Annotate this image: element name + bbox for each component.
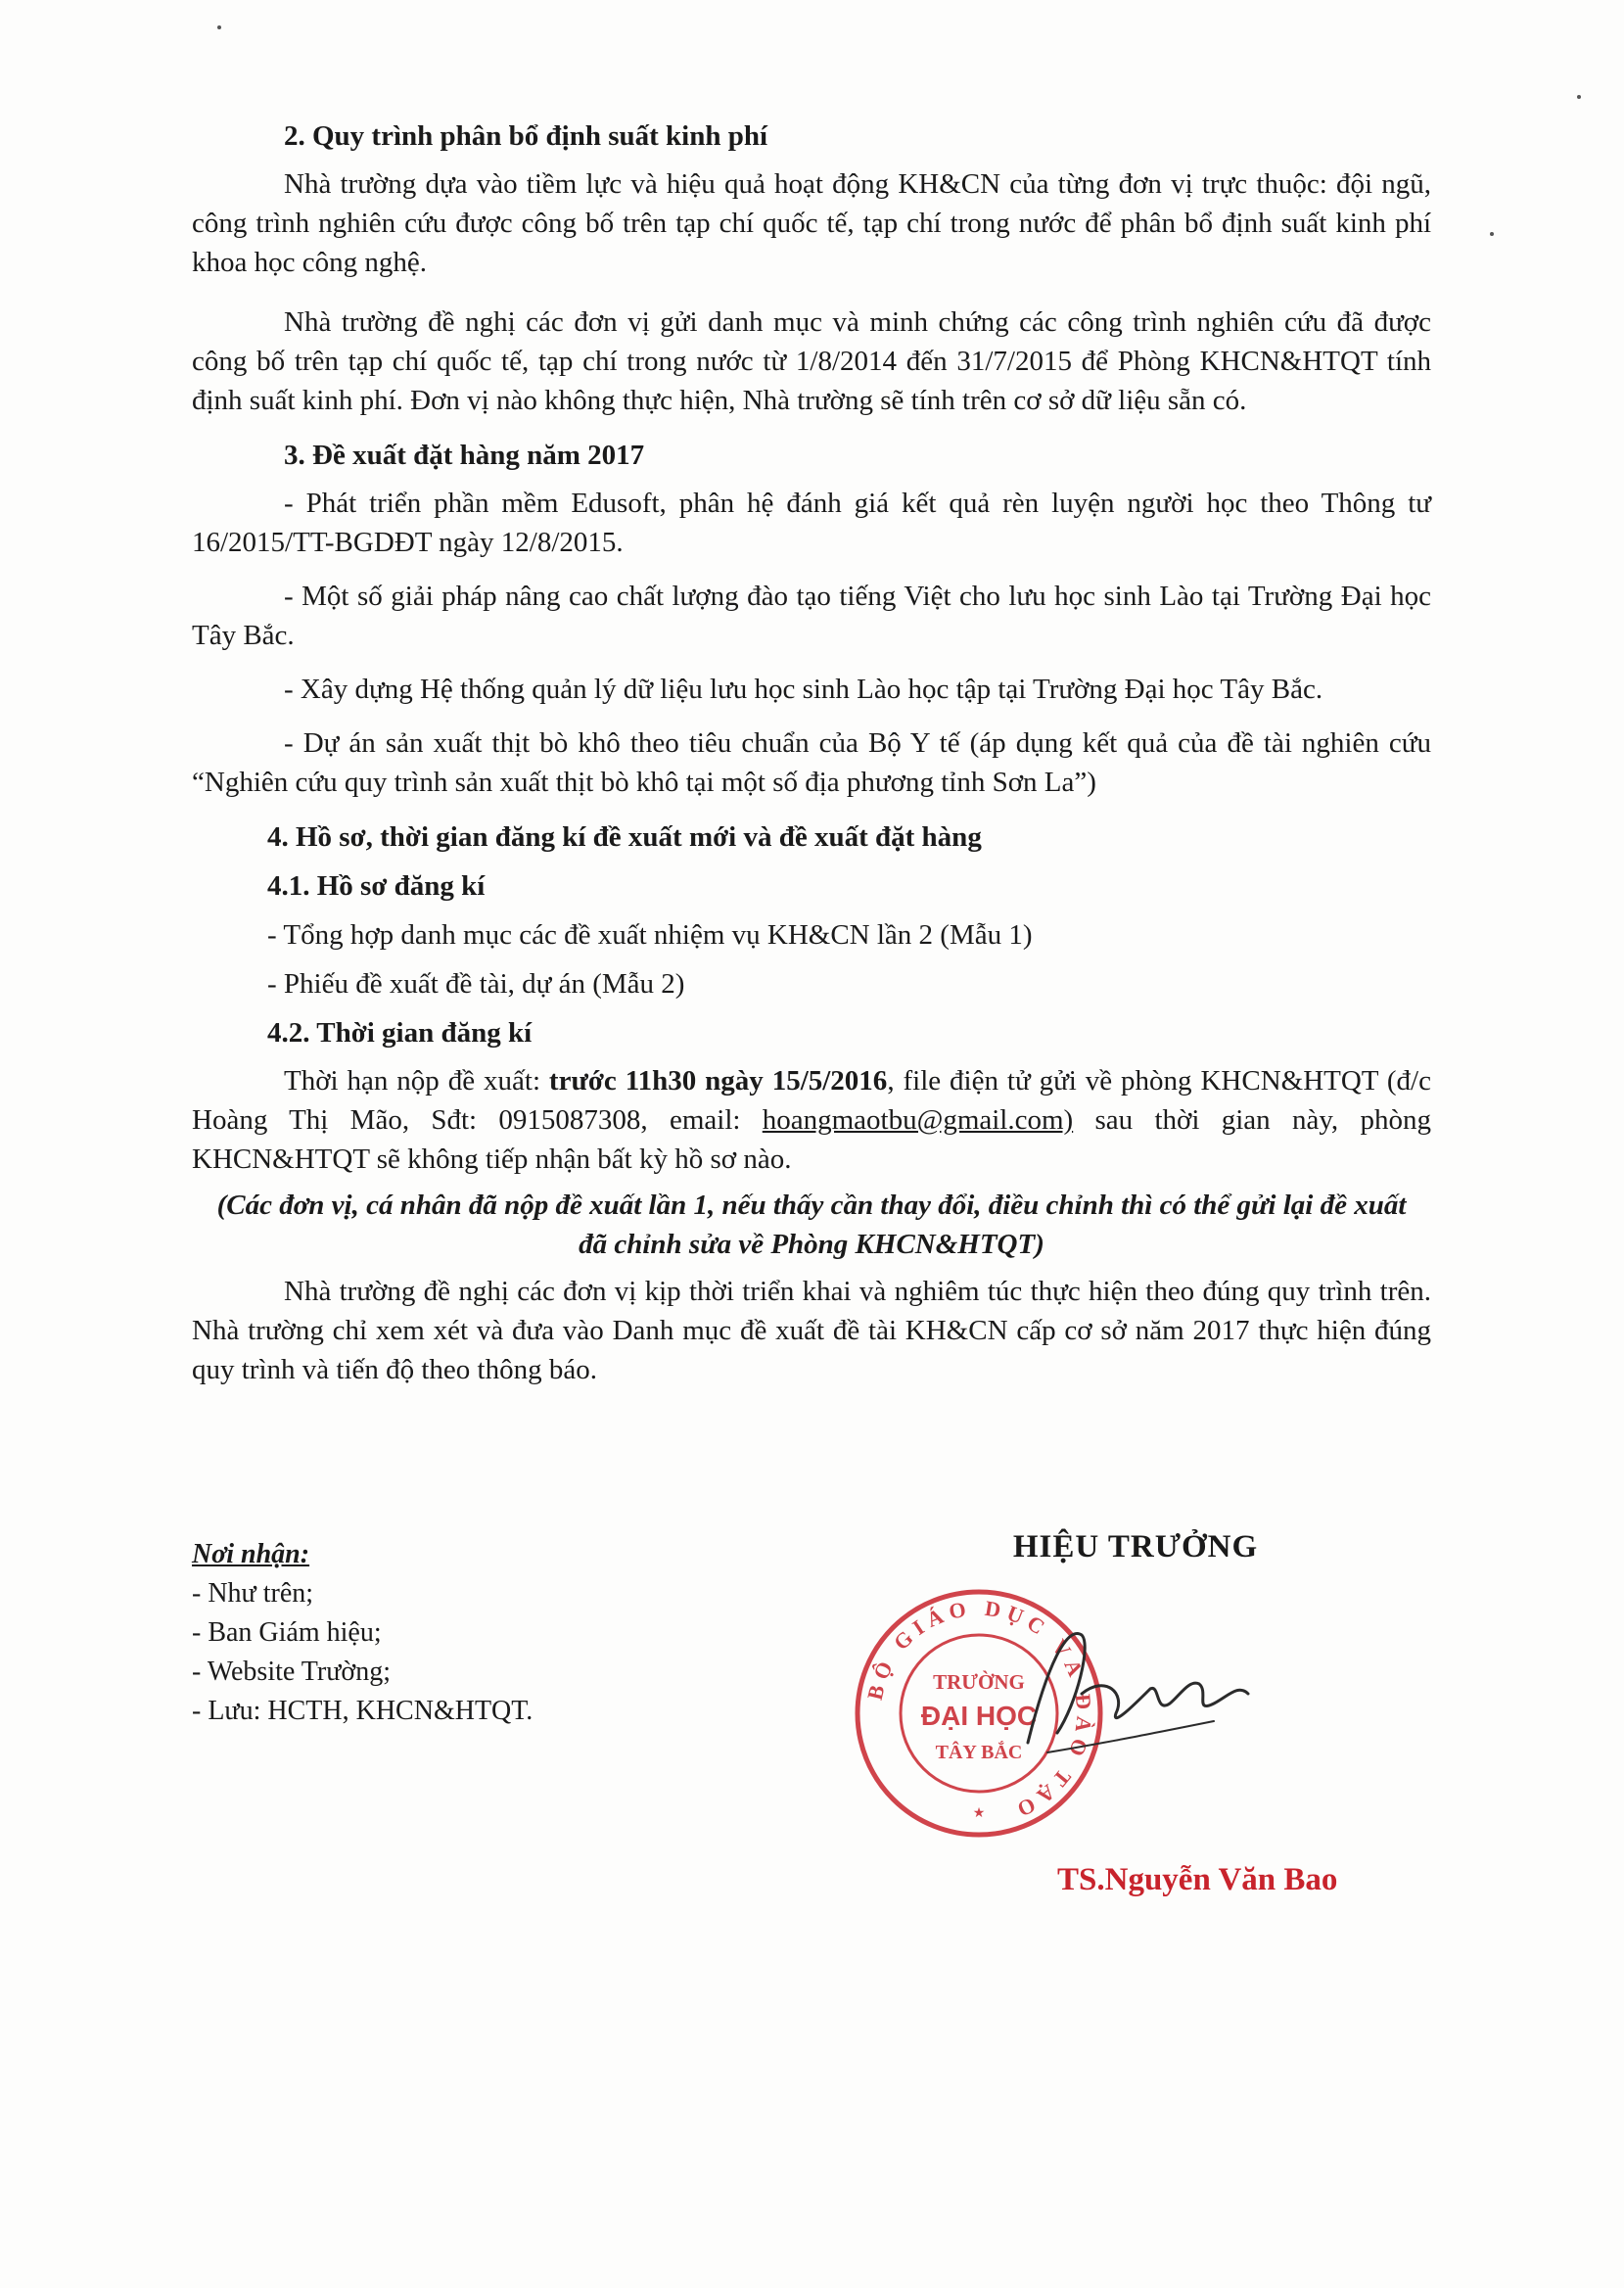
- section-2-heading: 2. Quy trình phân bổ định suất kinh phí: [284, 120, 768, 152]
- section-3-item: - Dự án sản xuất thịt bò khô theo tiêu chuẩn của Bộ Y tế (áp dụng kết quả của đề tài nghiên cứu “Nghiên cứu quy trình sản xuất thịt bò khô tại một số địa phương tỉnh Sơn La”): [192, 727, 1431, 798]
- recipients-block: [192, 1535, 681, 1731]
- section-3-item: - Một số giải pháp nâng cao chất lượng đào tạo tiếng Việt cho lưu học sinh Lào tại Trường Đại học Tây Bắc.: [192, 581, 1431, 651]
- deadline-suffix: sau thời gian này, phòng KHCN&HTQT sẽ không tiếp nhận bất kỳ hồ sơ nào.: [192, 1104, 1431, 1175]
- scan-speck: [1490, 232, 1494, 236]
- resubmission-note: (Các đơn vị, cá nhân đã nộp đề xuất lần 1, nếu thấy cần thay đổi, điều chỉnh thì có thể gửi lại đề xuất đã chỉnh sửa về Phòng KHCN&HTQT): [216, 1190, 1407, 1260]
- section-4-1-heading: 4.1. Hồ sơ đăng kí: [267, 870, 486, 902]
- scan-speck: [1577, 95, 1581, 99]
- registration-item: - Tổng hợp danh mục các đề xuất nhiệm vụ KH&CN lần 2 (Mẫu 1): [267, 919, 1033, 951]
- section-4-heading: 4. Hồ sơ, thời gian đăng kí đề xuất mới và đề xuất đặt hàng: [267, 821, 982, 853]
- contact-email-link[interactable]: hoangmaotbu@gmail.com): [762, 1104, 1074, 1136]
- svg-text:ĐẠI HỌC: ĐẠI HỌC: [920, 1701, 1038, 1731]
- scan-speck: [217, 25, 221, 29]
- signer-name: TS.Nguyễn Văn Bao: [1057, 1862, 1338, 1897]
- handwritten-signature: [989, 1606, 1282, 1762]
- document-body: [192, 116, 1431, 1396]
- deadline-date: trước 11h30 ngày 15/5/2016: [548, 1065, 888, 1097]
- section-3-item: - Phát triển phần mềm Edusoft, phân hệ đánh giá kết quả rèn luyện người học theo Thông tư 16/2015/TT-BGDĐT ngày 12/8/2015.: [192, 488, 1431, 558]
- svg-text:TRƯỜNG: TRƯỜNG: [933, 1670, 1025, 1694]
- deadline-contact: , file điện tử gửi về phòng KHCN&HTQT (đ/c Hoàng Thị Mão, Sđt: 0915087308, email:: [192, 1065, 1431, 1136]
- section-2-paragraph-1: Nhà trường dựa vào tiềm lực và hiệu quả hoạt động KH&CN của từng đơn vị trực thuộc: đội ngũ, công trình nghiên cứu được công bố trên tạp chí quốc tế, tạp chí trong nước để phân bổ định suất kinh phí khoa học công nghệ.: [192, 168, 1431, 278]
- signature-block: [861, 1527, 1419, 1919]
- deadline-paragraph: [192, 1061, 1431, 1179]
- section-4-2-heading: 4.2. Thời gian đăng kí: [267, 1017, 533, 1049]
- closing-paragraph: Nhà trường đề nghị các đơn vị kịp thời triển khai và nghiêm túc thực hiện theo đúng quy trình trên. Nhà trường chỉ xem xét và đưa vào Danh mục đề xuất đề tài KH&CN cấp cơ sở năm 2017 thực hiện đúng quy trình và tiến độ theo thông báo.: [192, 1276, 1431, 1385]
- section-3-heading: 3. Đề xuất đặt hàng năm 2017: [284, 440, 645, 471]
- svg-text:BỘ GIÁO DỤC VÀ ĐÀO TẠO: BỘ GIÁO DỤC VÀ ĐÀO TẠO: [861, 1595, 1097, 1825]
- recipient-item: - Lưu: HCTH, KHCN&HTQT.: [192, 1696, 534, 1726]
- recipients-title: Nơi nhận:: [192, 1539, 310, 1569]
- deadline-prefix: Thời hạn nộp đề xuất:: [284, 1065, 549, 1097]
- recipient-item: - Như trên;: [192, 1578, 314, 1609]
- recipient-item: - Ban Giám hiệu;: [192, 1617, 382, 1648]
- registration-item: - Phiếu đề xuất đề tài, dự án (Mẫu 2): [267, 968, 685, 1000]
- signer-title: HIỆU TRƯỞNG: [1012, 1529, 1259, 1564]
- svg-text:★: ★: [972, 1805, 986, 1821]
- section-3-item: - Xây dựng Hệ thống quản lý dữ liệu lưu học sinh Lào học tập tại Trường Đại học Tây Bắc.: [284, 674, 1323, 705]
- recipient-item: - Website Trường;: [192, 1657, 392, 1687]
- section-2-paragraph-2: Nhà trường đề nghị các đơn vị gửi danh mục và minh chứng các công trình nghiên cứu đã được công bố trên tạp chí quốc tế, tạp chí trong nước từ 1/8/2014 đến 31/7/2015 để Phòng KHCN&HTQT tính định suất kinh phí. Đơn vị nào không thực hiện, Nhà trường sẽ tính trên cơ sở dữ liệu sẵn có.: [192, 306, 1431, 416]
- svg-text:TÂY BẮC: TÂY BẮC: [935, 1742, 1023, 1763]
